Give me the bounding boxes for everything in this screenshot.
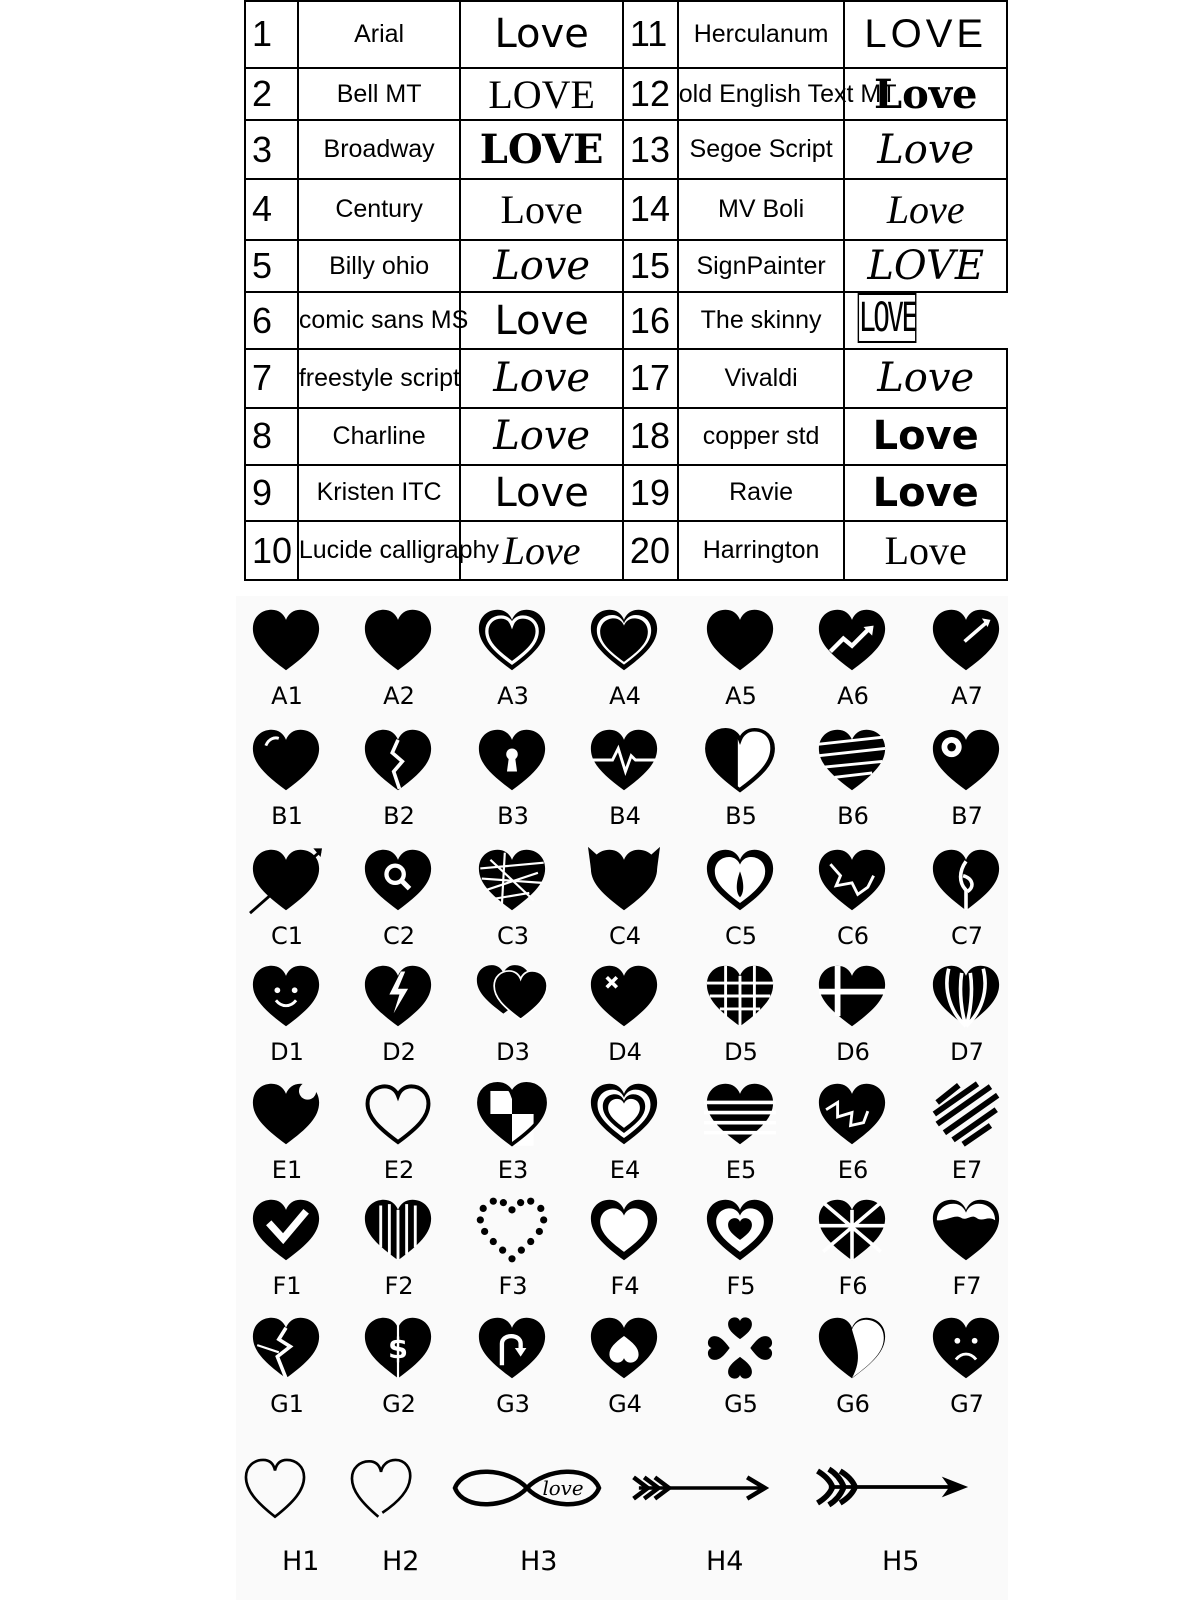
font-row	[245, 240, 1007, 293]
heart-design	[468, 960, 568, 1080]
font-number-text: 7	[252, 357, 273, 399]
font-name	[678, 240, 845, 293]
heart-code-label: E5	[725, 1156, 757, 1184]
lined-heart-icon	[704, 1078, 776, 1150]
heart-design	[696, 604, 796, 724]
font-number-text: 17	[629, 357, 670, 399]
hearts-panel	[236, 596, 1008, 1600]
heart-design	[242, 1312, 342, 1432]
heart-code-label: B1	[271, 802, 303, 830]
font-name-text: old English Text MT	[678, 79, 897, 108]
heart-design	[242, 724, 342, 844]
font-sample	[844, 408, 1007, 465]
heart-code-label: D2	[382, 1038, 416, 1066]
heart-code-label: B6	[837, 802, 869, 830]
check-heart-icon	[250, 1194, 322, 1266]
arrow-return-heart-icon	[476, 1312, 548, 1384]
font-number-text: 10	[252, 529, 293, 571]
font-row	[245, 68, 1007, 121]
font-sample-text: Love	[884, 528, 967, 574]
trend-heart-icon	[816, 604, 888, 676]
heart-code-label: F3	[498, 1272, 528, 1300]
font-row	[245, 120, 1007, 179]
font-sample	[460, 292, 623, 349]
heart-design	[580, 1194, 680, 1314]
heart-design	[468, 1194, 568, 1314]
keyhole-heart-icon	[476, 724, 548, 796]
font-sample-text: Love	[494, 469, 589, 516]
inverse-heart-icon	[588, 1312, 660, 1384]
font-number-text: 9	[252, 471, 273, 513]
x-heart-icon	[588, 960, 660, 1032]
font-number	[623, 240, 678, 293]
font-sample	[844, 240, 1007, 293]
solid-heart-icon	[362, 604, 434, 676]
font-name	[678, 465, 845, 522]
heart-design	[808, 960, 908, 1080]
font-number-text: 8	[252, 415, 273, 457]
infinity-love-text: love	[542, 1477, 584, 1501]
font-name	[298, 68, 461, 121]
font-number	[245, 120, 298, 179]
font-number-text: 5	[252, 245, 273, 287]
font-name-text: Segoe Script	[689, 135, 833, 164]
flag-heart-icon	[816, 960, 888, 1032]
font-sample-text: Love	[500, 186, 583, 232]
heart-code-label: D7	[950, 1038, 984, 1066]
font-sample-text: Love	[493, 413, 591, 460]
font-row	[245, 179, 1007, 240]
font-name-text: copper std	[702, 421, 820, 450]
font-name-text: The skinny	[700, 306, 822, 335]
font-name-text: freestyle script	[298, 363, 460, 392]
font-name-text: Billy ohio	[329, 251, 430, 280]
heart-design	[580, 604, 680, 724]
crescent-heart-icon	[816, 1312, 888, 1384]
checker-heart-icon	[476, 1078, 548, 1150]
font-row	[245, 292, 1007, 349]
inner-heart-icon	[704, 1194, 776, 1266]
outline-heart-icon	[242, 1454, 308, 1524]
heart-code-label: A3	[497, 682, 529, 710]
nested-heart-icon	[588, 1078, 660, 1150]
font-name-text: Lucide calligraphy	[298, 536, 499, 565]
font-sample	[844, 465, 1007, 522]
font-number	[623, 68, 678, 121]
svg-text:$: $	[387, 1331, 409, 1366]
font-name-text: Harrington	[702, 536, 820, 565]
heart-code-label: G7	[950, 1390, 984, 1418]
font-row	[245, 521, 1007, 580]
font-sample-text: Love	[493, 243, 591, 290]
heart-code-label: G2	[382, 1390, 416, 1418]
font-sample	[460, 120, 623, 179]
heart-code-label: F5	[726, 1272, 756, 1300]
font-sample-text: LOVE	[488, 71, 595, 117]
font-name	[298, 120, 461, 179]
font-name	[678, 68, 897, 121]
font-sample	[460, 408, 623, 465]
heart-code-label: E2	[383, 1156, 415, 1184]
font-sample	[460, 179, 623, 240]
heart-design	[808, 1312, 908, 1432]
font-name-text: Kristen ITC	[316, 478, 442, 507]
clover-heart-icon	[704, 1312, 776, 1384]
font-sample	[460, 349, 623, 408]
sad-heart-icon	[930, 1312, 1002, 1384]
font-name	[298, 465, 461, 522]
font-sample-text: Love	[493, 355, 591, 402]
heart-design	[580, 844, 680, 964]
font-number	[623, 292, 678, 349]
heart-design	[580, 724, 680, 844]
heart-code-label: C4	[608, 922, 642, 950]
heart-design	[922, 604, 1022, 724]
heart-design	[242, 1194, 342, 1314]
heartbeat-heart-icon	[588, 724, 660, 796]
heart-code-label: F6	[838, 1272, 868, 1300]
heart-code-label: D3	[496, 1038, 530, 1066]
outline-heart-icon	[362, 1078, 434, 1150]
striped-heart-icon	[816, 724, 888, 796]
arrow-icon	[630, 1468, 772, 1508]
heart-code-label: B3	[497, 802, 529, 830]
font-number	[623, 1, 678, 68]
heart-code-label: H3	[520, 1546, 558, 1577]
font-sample-text: Love	[873, 70, 978, 118]
heart-design	[580, 1312, 680, 1432]
font-number	[245, 240, 298, 293]
heart-code-label: H2	[382, 1546, 420, 1577]
font-name	[678, 408, 845, 465]
font-number-text: 18	[629, 415, 670, 457]
font-sample	[460, 1, 623, 68]
heart-code-label: G6	[836, 1390, 870, 1418]
font-name	[298, 179, 461, 240]
font-row	[245, 349, 1007, 408]
heart-code-label: D6	[836, 1038, 870, 1066]
heart-code-label: G5	[724, 1390, 758, 1418]
font-sample-text: Love	[886, 186, 965, 232]
font-name	[298, 1, 461, 68]
font-number-text: 3	[252, 128, 273, 170]
font-number	[623, 179, 678, 240]
heart-design	[242, 604, 342, 724]
heart-code-label: D5	[724, 1038, 758, 1066]
font-sample-text: LOVE	[867, 243, 985, 290]
loop-heart-icon	[704, 844, 776, 916]
heart-code-label: C5	[724, 922, 758, 950]
heart-code-label: F1	[272, 1272, 302, 1300]
font-name-text: SignPainter	[696, 251, 826, 280]
heart-code-label: B2	[383, 802, 415, 830]
font-sample	[460, 240, 623, 293]
font-number-text: 11	[629, 13, 668, 55]
heart-design	[808, 844, 908, 964]
heart-design	[242, 960, 342, 1080]
wave-heart-icon	[930, 1194, 1002, 1266]
font-name	[678, 1, 845, 68]
bolt-heart-icon	[362, 960, 434, 1032]
font-sample-text: Love	[494, 11, 589, 58]
search-heart-icon	[362, 844, 434, 916]
font-sample	[460, 465, 623, 522]
cupid-heart-icon	[250, 844, 322, 916]
heart-code-label: E3	[497, 1156, 529, 1184]
heart-design	[242, 844, 342, 964]
heart-code-label: A6	[837, 682, 869, 710]
heart-design	[808, 1078, 908, 1198]
font-number	[623, 521, 678, 580]
shattered-heart-icon	[250, 1312, 322, 1384]
open-heart-icon	[348, 1454, 414, 1524]
heart-design	[922, 960, 1022, 1080]
font-number	[245, 68, 298, 121]
heart-code-label: A2	[383, 682, 415, 710]
font-name-text: Arial	[354, 19, 405, 48]
heart-design	[696, 1078, 796, 1198]
font-sample	[844, 521, 1007, 580]
union-heart-icon	[816, 1194, 888, 1266]
font-number	[623, 408, 678, 465]
font-table	[244, 0, 1008, 581]
vertical-stripe-heart-icon	[362, 1194, 434, 1266]
font-name-text: Bell MT	[336, 79, 422, 108]
font-number-text: 1	[252, 13, 273, 55]
font-number	[245, 521, 298, 580]
font-number-text: 6	[252, 299, 273, 341]
font-number	[245, 465, 298, 522]
infinity-love-icon	[446, 1460, 608, 1516]
font-name	[298, 521, 499, 580]
font-sample-text: Love	[502, 528, 581, 574]
heart-code-label: E1	[271, 1156, 303, 1184]
font-sample	[844, 1, 1007, 68]
heart-design	[696, 724, 796, 844]
bitten-heart-icon	[250, 1078, 322, 1150]
font-name-text: comic sans MS	[298, 306, 469, 335]
heart-design	[354, 1078, 454, 1198]
heart-design	[354, 1312, 454, 1432]
font-sample	[844, 120, 1007, 179]
font-row	[245, 1, 1007, 68]
heart-design	[468, 1078, 568, 1198]
heart-code-label: E6	[837, 1156, 869, 1184]
font-name-text: MV Boli	[718, 194, 805, 223]
twin-heart-icon	[476, 960, 548, 1032]
heart-code-label: B5	[725, 802, 757, 830]
heart-code-label: C6	[836, 922, 870, 950]
font-name	[678, 521, 845, 580]
heart-code-label: D1	[270, 1038, 304, 1066]
smile-heart-icon	[250, 960, 322, 1032]
double-heart-icon	[588, 604, 660, 676]
font-number-text: 15	[629, 245, 670, 287]
font-sample-text: LOVE	[859, 295, 916, 342]
heart-design	[580, 1078, 680, 1198]
heart-code-label: C7	[950, 922, 984, 950]
heart-design	[468, 604, 568, 724]
heart-design	[354, 1194, 454, 1314]
split-heart-icon	[930, 844, 1002, 916]
glossy-heart-icon	[250, 724, 322, 796]
font-number-text: 4	[252, 188, 273, 230]
font-name	[678, 179, 845, 240]
font-number	[245, 292, 298, 349]
font-number	[245, 1, 298, 68]
font-sample	[858, 293, 917, 343]
font-name-text: Broadway	[323, 135, 435, 164]
font-name	[678, 292, 845, 349]
font-sample-text: Love	[872, 469, 979, 516]
heart-design	[922, 844, 1022, 964]
heart-design	[242, 1078, 342, 1198]
font-number	[245, 408, 298, 465]
devil-heart-icon	[588, 844, 660, 916]
heart-code-label: A5	[725, 682, 757, 710]
heart-design	[354, 604, 454, 724]
font-number-text: 14	[629, 188, 670, 230]
heart-code-label: G4	[608, 1390, 642, 1418]
font-name	[298, 349, 461, 408]
font-name	[298, 408, 461, 465]
heart-code-label: D4	[608, 1038, 642, 1066]
font-sample-text: LOVE	[479, 126, 604, 174]
heart-code-label: H4	[706, 1546, 744, 1577]
font-name	[298, 240, 461, 293]
outlined-heart-icon	[476, 604, 548, 676]
heart-code-label: E7	[951, 1156, 983, 1184]
font-number	[623, 120, 678, 179]
heart-design	[468, 1312, 568, 1432]
heart-code-label: A7	[951, 682, 983, 710]
font-sample-text: Love	[872, 413, 979, 460]
heart-code-label: A4	[609, 682, 641, 710]
font-number-text: 2	[252, 73, 273, 115]
heart-design	[696, 844, 796, 964]
heart-code-label: F4	[610, 1272, 640, 1300]
font-sample-text: Love	[877, 355, 975, 402]
half-heart-icon	[704, 724, 776, 796]
heart-design	[354, 960, 454, 1080]
heart-code-label: B7	[951, 802, 983, 830]
heart-design	[696, 1312, 796, 1432]
arrow-heart-icon	[930, 604, 1002, 676]
font-sample-text: Love	[877, 126, 975, 173]
font-number-text: 16	[629, 299, 670, 341]
heart-code-label: C3	[496, 922, 530, 950]
heart-code-label: G3	[496, 1390, 530, 1418]
dollar-heart-icon	[362, 1312, 434, 1384]
heart-design	[808, 604, 908, 724]
font-sample	[844, 179, 1007, 240]
heart-code-label: F7	[952, 1272, 982, 1300]
font-number-text: 12	[629, 73, 670, 115]
balloon-heart-icon	[930, 960, 1002, 1032]
scribble-heart-icon	[930, 1078, 1002, 1150]
heart-design	[922, 1078, 1022, 1198]
feather-arrow-icon	[810, 1462, 970, 1512]
heart-code-label: B4	[609, 802, 641, 830]
heart-design	[696, 960, 796, 1080]
font-sample	[460, 68, 623, 121]
swirl-heart-icon	[930, 724, 1002, 796]
heart-design	[354, 724, 454, 844]
heart-design	[580, 960, 680, 1080]
heart-design	[354, 844, 454, 964]
font-name-text: Vivaldi	[724, 363, 798, 392]
heart-design	[808, 1194, 908, 1314]
solid-heart-icon	[250, 604, 322, 676]
hollow-heart-icon	[588, 1194, 660, 1266]
heart-design	[468, 844, 568, 964]
heart-code-label: A1	[271, 682, 303, 710]
font-name-text: Century	[335, 194, 423, 223]
font-name-text: Charline	[332, 421, 426, 450]
font-row	[245, 465, 1007, 522]
heart-code-label: C2	[382, 922, 416, 950]
heart-design	[922, 1312, 1022, 1432]
font-row	[245, 408, 1007, 465]
heart-code-label: C1	[270, 922, 304, 950]
heart-design	[808, 724, 908, 844]
heart-design	[696, 1194, 796, 1314]
puzzle-heart-icon	[816, 1078, 888, 1150]
solid-heart-icon	[704, 604, 776, 676]
heart-code-label: E4	[609, 1156, 641, 1184]
font-name	[678, 349, 845, 408]
font-number	[245, 349, 298, 408]
wrapped-heart-icon	[476, 844, 548, 916]
font-number	[623, 349, 678, 408]
cracked-heart-icon	[816, 844, 888, 916]
broken-heart-icon	[362, 724, 434, 796]
dotted-heart-icon	[476, 1194, 548, 1266]
heart-code-label: G1	[270, 1390, 304, 1418]
font-name	[298, 292, 469, 349]
font-name	[678, 120, 845, 179]
heart-design	[922, 724, 1022, 844]
font-name-text: Ravie	[729, 478, 794, 507]
globe-heart-icon	[704, 960, 776, 1032]
heart-code-label: H1	[282, 1546, 320, 1577]
heart-design	[922, 1194, 1022, 1314]
heart-code-label: F2	[384, 1272, 414, 1300]
font-sample-text: Love	[494, 297, 589, 344]
font-number	[245, 179, 298, 240]
font-sample-text: LOVE	[864, 11, 988, 56]
font-number-text: 13	[629, 128, 670, 170]
heart-code-label: H5	[882, 1546, 920, 1577]
font-number	[623, 465, 678, 522]
heart-design	[468, 724, 568, 844]
font-number-text: 20	[629, 529, 670, 571]
font-number-text: 19	[629, 471, 670, 513]
font-name-text: Herculanum	[693, 19, 829, 48]
font-sample	[844, 349, 1007, 408]
